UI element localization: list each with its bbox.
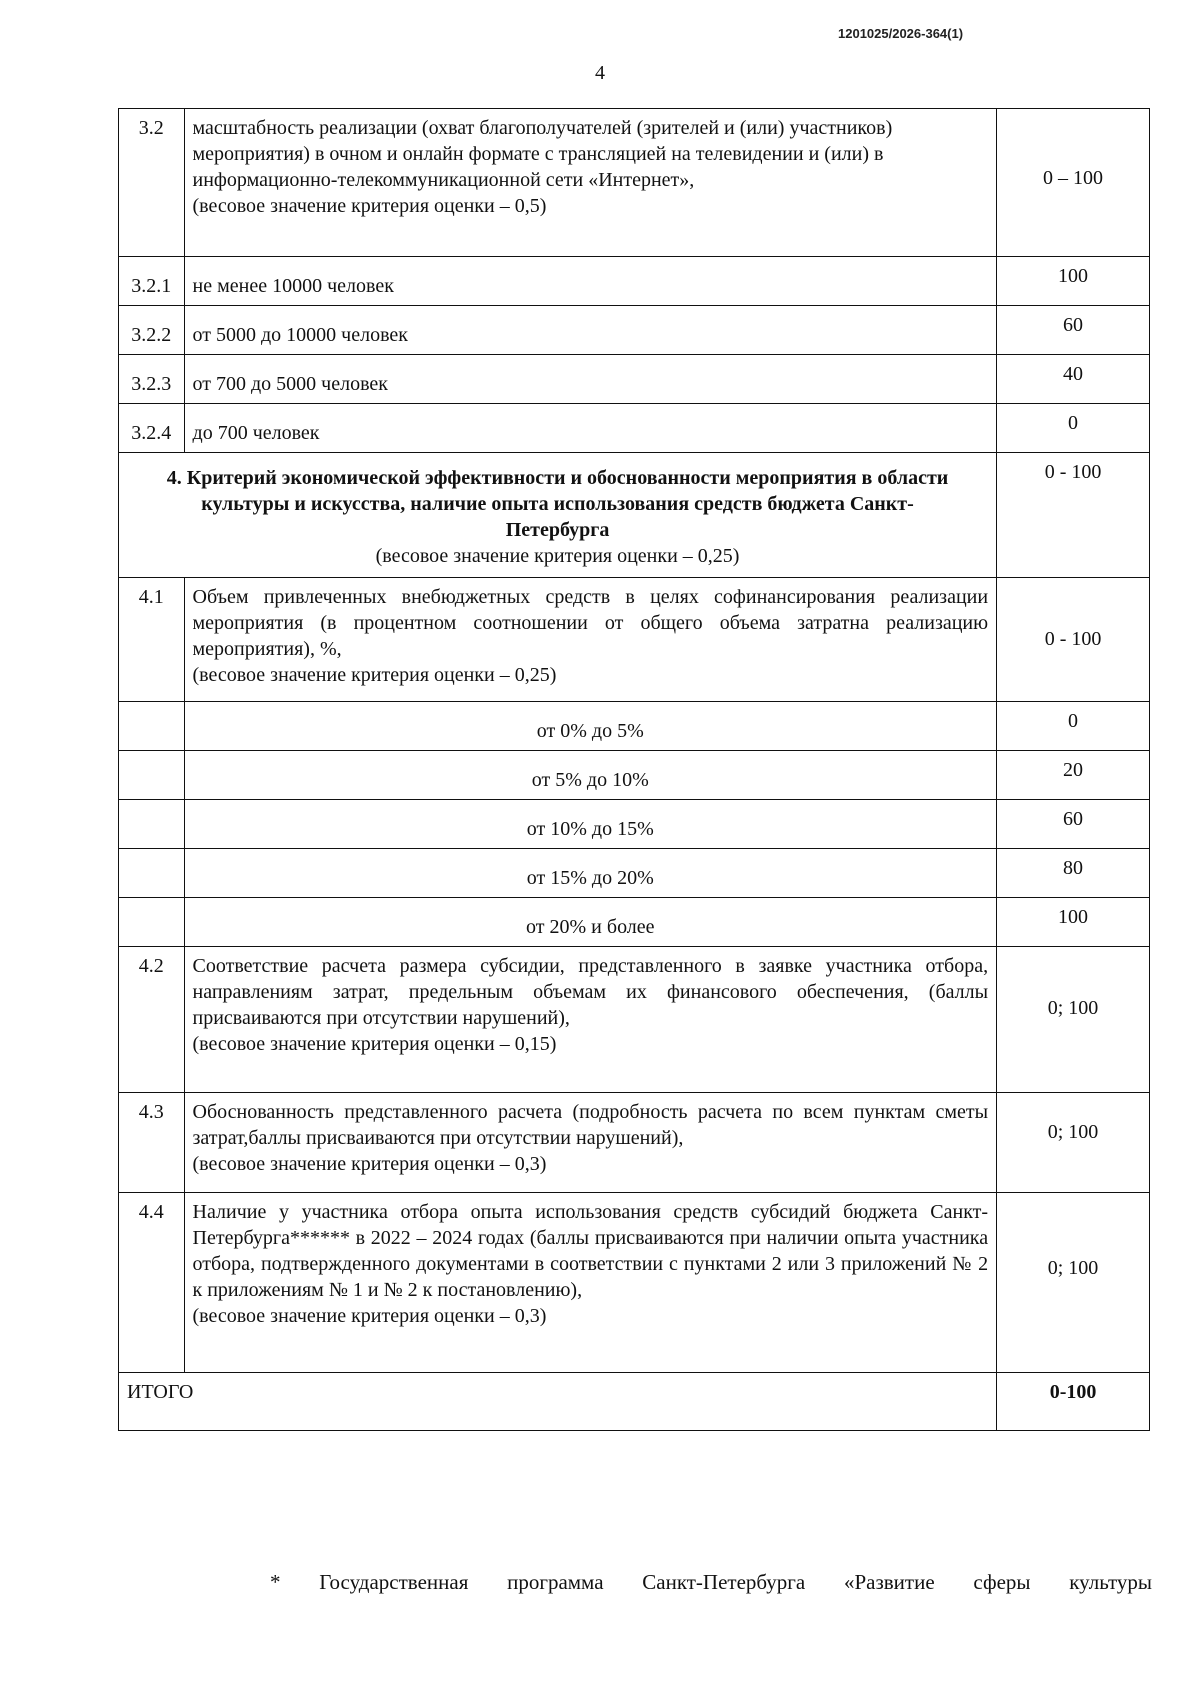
table-row-band (119, 800, 1150, 849)
band-score: 100 (997, 898, 1150, 947)
description-text: Соответствие расчета размера субсидии, представленного в заявке участника отбора, направлениям затрат, предельным объемам их финансового обеспечения, (баллы присваиваются при отсутствии нарушений), (192, 955, 989, 1029)
row-score: 40 (997, 355, 1150, 404)
row-description (184, 1093, 997, 1193)
section-title-cell (119, 453, 997, 578)
row-description: от 5000 до 10000 человек (184, 306, 997, 355)
document-id: 1201025/2026-364(1) (838, 26, 964, 41)
table-row-3-2-3 (119, 355, 1150, 404)
row-description: до 700 человек (184, 404, 997, 453)
row-score: 0 (997, 404, 1150, 453)
weight-text: (весовое значение критерия оценки – 0,3) (192, 1305, 547, 1327)
row-number: 3.2.3 (119, 355, 185, 404)
row-score: 100 (997, 257, 1150, 306)
section-weight: (весовое значение критерия оценки – 0,25) (375, 545, 740, 567)
table-row-3-2 (119, 109, 1150, 257)
table-row-band (119, 898, 1150, 947)
weight-text: (весовое значение критерия оценки – 0,25) (192, 664, 557, 686)
row-description (184, 1193, 997, 1373)
empty-number-cell (119, 849, 185, 898)
row-description (184, 578, 997, 702)
table-row-4-2 (119, 947, 1150, 1093)
row-score: 0; 100 (997, 1193, 1150, 1373)
empty-number-cell (119, 751, 185, 800)
table-row-3-2-2 (119, 306, 1150, 355)
row-description (184, 947, 997, 1093)
description-text: Объем привлеченных внебюджетных средств в целях софинансирования реализации мероприятия (в процентном соотношении от общего объема затратна реализацию мероприятия), %, (192, 586, 989, 660)
band-score: 80 (997, 849, 1150, 898)
band-score: 0 (997, 702, 1150, 751)
empty-number-cell (119, 898, 185, 947)
total-label: ИТОГО (119, 1373, 997, 1431)
total-score: 0-100 (997, 1373, 1150, 1431)
footnote: * Государственная программа Санкт-Петербурга «Развитие сферы культуры (270, 1570, 1152, 1594)
section-4-header (119, 453, 1150, 578)
empty-number-cell (119, 702, 185, 751)
band-score: 20 (997, 751, 1150, 800)
weight-text: (весовое значение критерия оценки – 0,3) (192, 1153, 547, 1175)
section-score: 0 - 100 (997, 453, 1150, 578)
row-description: не менее 10000 человек (184, 257, 997, 306)
description-text: Наличие у участника отбора опыта использования средств субсидий бюджета Санкт-Петербурга****** в 2022 – 2024 годах (баллы присваиваются при наличии опыта участника отбора, подтвержденного документами в соответствии с пунктами 2 или 3 приложений № 2 к приложениям № 1 и № 2 к постановлению), (192, 1201, 989, 1301)
row-description: от 700 до 5000 человек (184, 355, 997, 404)
row-number: 3.2 (119, 109, 185, 257)
row-score: 0 – 100 (997, 109, 1150, 257)
row-score: 60 (997, 306, 1150, 355)
weight-text: (весовое значение критерия оценки – 0,15) (192, 1033, 557, 1055)
row-number: 4.3 (119, 1093, 185, 1193)
table-row-band (119, 849, 1150, 898)
band-label: от 10% до 15% (184, 800, 997, 849)
page-number: 4 (595, 62, 605, 84)
row-score: 0 - 100 (997, 578, 1150, 702)
row-number: 4.4 (119, 1193, 185, 1373)
band-label: от 20% и более (184, 898, 997, 947)
band-score: 60 (997, 800, 1150, 849)
empty-number-cell (119, 800, 185, 849)
section-title: 4. Критерий экономической эффективности и обоснованности мероприятия в области культуры и искусства, наличие опыта использования средств бюджета Санкт-Петербурга (166, 467, 949, 541)
weight-text: (весовое значение критерия оценки – 0,5) (192, 195, 547, 217)
table-row-3-2-1 (119, 257, 1150, 306)
row-number: 4.2 (119, 947, 185, 1093)
band-label: от 15% до 20% (184, 849, 997, 898)
criteria-table (118, 108, 1150, 1431)
table-row-4-4 (119, 1193, 1150, 1373)
row-score: 0; 100 (997, 947, 1150, 1093)
table-row-band (119, 751, 1150, 800)
description-text: масштабность реализации (охват благополучателей (зрителей и (или) участников) мероприятия) в очном и онлайн формате с трансляцией на телевидении и (или) в информационно-телекоммуникационной сети «Интернет», (192, 117, 893, 191)
table-row-total (119, 1373, 1150, 1431)
row-number: 3.2.2 (119, 306, 185, 355)
band-label: от 5% до 10% (184, 751, 997, 800)
description-text: Обоснованность представленного расчета (подробность расчета по всем пунктам сметы затрат,баллы присваиваются при отсутствии нарушений), (192, 1101, 989, 1149)
table-row-3-2-4 (119, 404, 1150, 453)
row-score: 0; 100 (997, 1093, 1150, 1193)
table-row-4-1 (119, 578, 1150, 702)
band-label: от 0% до 5% (184, 702, 997, 751)
row-number: 4.1 (119, 578, 185, 702)
row-description (184, 109, 997, 257)
table-row-4-3 (119, 1093, 1150, 1193)
table-row-band (119, 702, 1150, 751)
row-number: 3.2.4 (119, 404, 185, 453)
row-number: 3.2.1 (119, 257, 185, 306)
